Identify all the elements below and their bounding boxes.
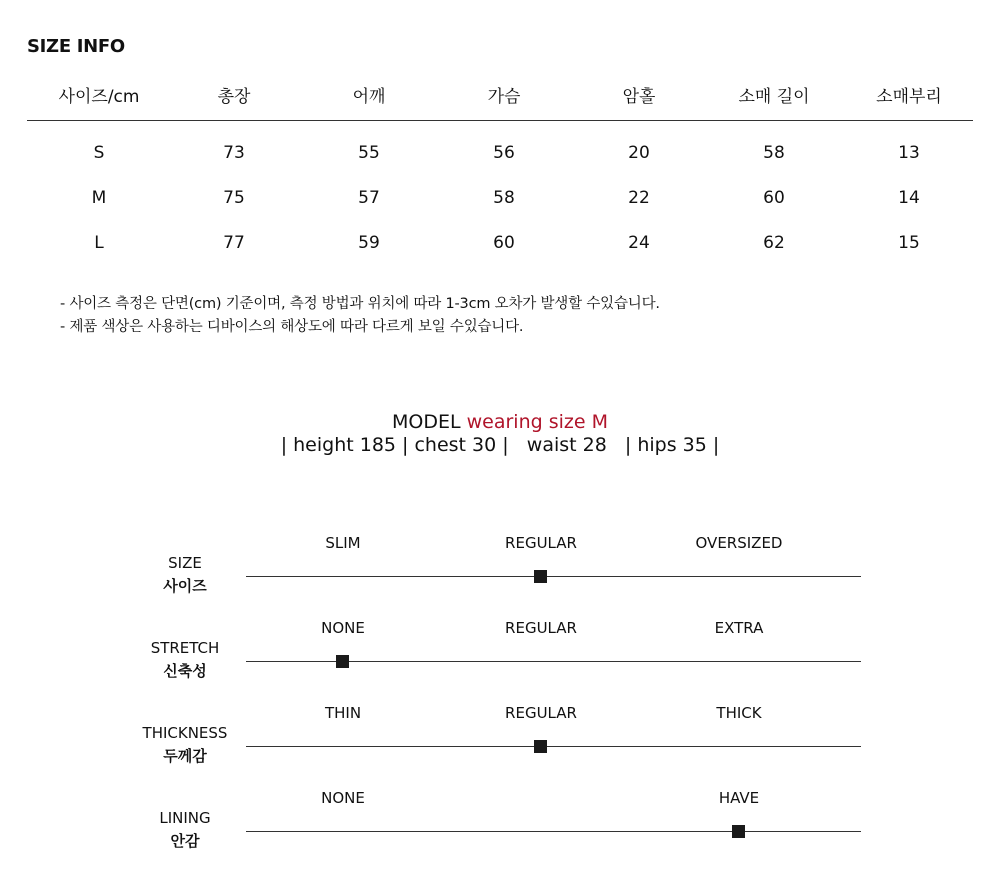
header-sleeve-length: 소매 길이 <box>738 87 810 107</box>
scale-option: REGULAR <box>505 619 577 637</box>
header-total-length: 총장 <box>217 87 251 107</box>
fit-label-stretch <box>120 637 250 683</box>
table-cell: 15 <box>898 233 920 253</box>
scale-line-lining <box>246 831 861 832</box>
table-cell: 60 <box>763 188 785 208</box>
scale-option: REGULAR <box>505 534 577 552</box>
table-cell: 20 <box>628 143 650 163</box>
fit-label-ko: 안감 <box>170 832 200 850</box>
fit-label-en: THICKNESS <box>142 724 228 742</box>
scale-option: THICK <box>716 704 762 722</box>
scale-option: NONE <box>321 619 365 637</box>
scale-option: HAVE <box>718 789 760 807</box>
scale-line-size <box>246 576 861 577</box>
header-shoulder: 어깨 <box>352 87 386 107</box>
table-cell: 75 <box>223 188 245 208</box>
table-cell: M <box>91 188 107 208</box>
table-cell: 62 <box>763 233 785 253</box>
fit-label-thickness <box>120 722 250 768</box>
table-cell: L <box>94 233 104 253</box>
fit-label-size <box>120 552 250 598</box>
model-wearing-size: wearing size M <box>466 411 608 433</box>
size-info-title: SIZE INFO <box>27 36 125 57</box>
fit-label-ko: 두께감 <box>163 747 207 765</box>
scale-marker-lining <box>732 825 745 838</box>
scale-option: OVERSIZED <box>695 534 783 552</box>
scale-option: EXTRA <box>714 619 764 637</box>
scale-line-thickness <box>246 746 861 747</box>
fit-label-en: SIZE <box>168 554 202 572</box>
table-cell: 59 <box>358 233 380 253</box>
header-size-cm: 사이즈/cm <box>58 87 140 107</box>
table-divider <box>27 120 973 121</box>
table-cell: 22 <box>628 188 650 208</box>
fit-label-en: STRETCH <box>150 639 220 657</box>
header-armhole: 암홀 <box>622 87 656 107</box>
scale-option: THIN <box>324 704 362 722</box>
scale-marker-stretch <box>336 655 349 668</box>
model-info <box>0 411 1000 433</box>
table-cell: 24 <box>628 233 650 253</box>
scale-option: SLIM <box>325 534 361 552</box>
table-cell: 55 <box>358 143 380 163</box>
measurement-note: - 사이즈 측정은 단면(cm) 기준이며, 측정 방법과 위치에 따라 1-3cm 오차가 발생할 수있습니다. <box>60 296 660 312</box>
model-label: MODEL <box>391 411 461 433</box>
scale-marker-size <box>534 570 547 583</box>
scale-option: REGULAR <box>505 704 577 722</box>
table-cell: 14 <box>898 188 920 208</box>
scale-option: NONE <box>321 789 365 807</box>
fit-label-ko: 사이즈 <box>163 577 207 595</box>
model-measurements: | height 185 | chest 30 | waist 28 | hips 35 | <box>280 434 720 456</box>
fit-label-ko: 신축성 <box>163 662 207 680</box>
table-cell: S <box>93 143 105 163</box>
scale-marker-thickness <box>534 740 547 753</box>
color-note: - 제품 색상은 사용하는 디바이스의 해상도에 따라 다르게 보일 수있습니다. <box>60 319 524 335</box>
table-cell: 77 <box>223 233 245 253</box>
table-cell: 58 <box>493 188 515 208</box>
table-cell: 58 <box>763 143 785 163</box>
table-cell: 73 <box>223 143 245 163</box>
fit-label-en: LINING <box>159 809 211 827</box>
table-cell: 57 <box>358 188 380 208</box>
fit-label-lining <box>120 807 250 853</box>
header-sleeve-opening: 소매부리 <box>876 87 942 107</box>
table-cell: 56 <box>493 143 515 163</box>
table-cell: 60 <box>493 233 515 253</box>
table-cell: 13 <box>898 143 920 163</box>
header-chest: 가슴 <box>487 87 521 107</box>
